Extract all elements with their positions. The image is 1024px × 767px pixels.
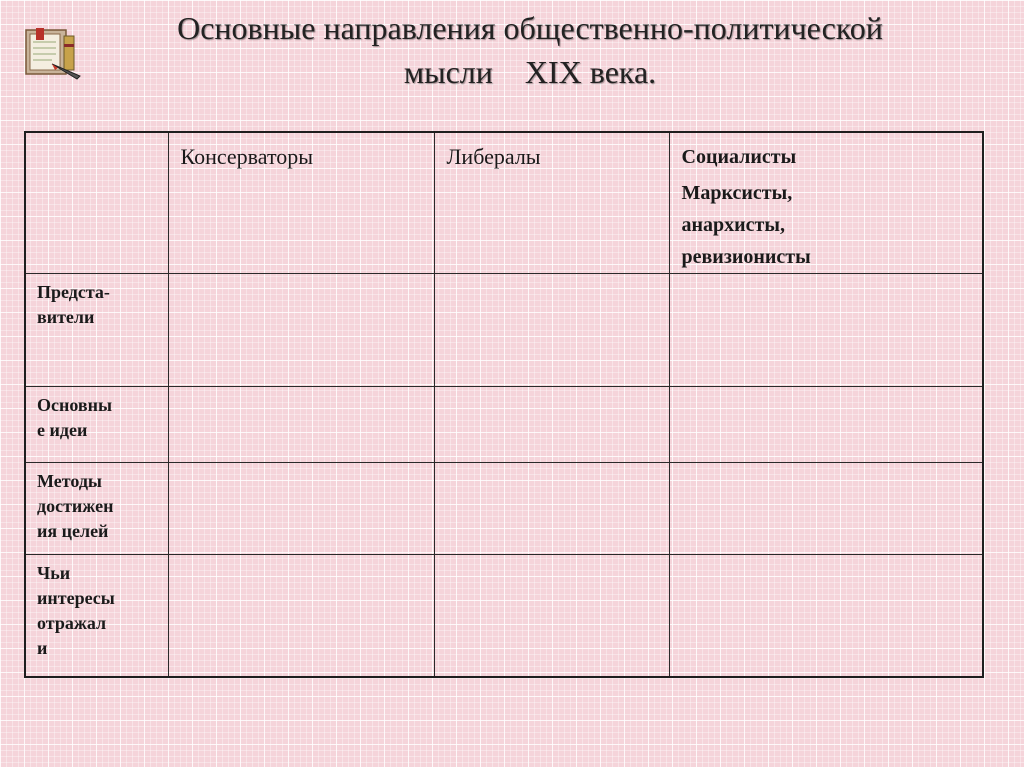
title-line-1: Основные направления общественно-политической (177, 10, 883, 46)
socialists-line-3: анархисты, (681, 214, 785, 236)
title-line-2: мысли XIX века. (403, 54, 657, 90)
table-cell (434, 555, 669, 677)
row-label-representatives: Предста- вители (37, 282, 110, 327)
column-header-conservatives: Консерваторы (180, 144, 314, 169)
socialists-line-2: Марксисты, (681, 182, 793, 204)
table-cell (669, 555, 983, 677)
row-label-main-ideas: Основны е идеи (37, 395, 113, 440)
row-label-interests: Чьи интересы отражал и (37, 563, 115, 658)
table-cell (434, 463, 669, 555)
comparison-table (24, 131, 984, 678)
table-row (25, 274, 983, 387)
column-header-cell (168, 132, 434, 274)
row-header-cell (25, 387, 168, 463)
row-label-methods: Методы достижен ия целей (37, 471, 114, 541)
column-header-cell (669, 132, 983, 274)
table-header-row (25, 132, 983, 274)
table-cell (669, 274, 983, 387)
table-cell (434, 387, 669, 463)
row-header-cell (25, 274, 168, 387)
column-header-cell (434, 132, 669, 274)
corner-cell (25, 132, 168, 274)
notebook-pen-icon (22, 24, 90, 82)
row-header-cell (25, 463, 168, 555)
table-cell (168, 274, 434, 387)
table-cell (168, 463, 434, 555)
table-row (25, 555, 983, 677)
column-header-socialists (670, 133, 983, 273)
table-row (25, 463, 983, 555)
row-header-cell (25, 555, 168, 677)
table-row (25, 387, 983, 463)
page-title (100, 6, 960, 94)
table-cell (669, 463, 983, 555)
table-cell (168, 555, 434, 677)
column-header-liberals: Либералы (446, 144, 541, 169)
socialists-line-4: ревизионисты (681, 246, 811, 268)
table-cell (168, 387, 434, 463)
table-cell (669, 387, 983, 463)
table-cell (434, 274, 669, 387)
socialists-line-1: Социалисты (681, 146, 797, 168)
